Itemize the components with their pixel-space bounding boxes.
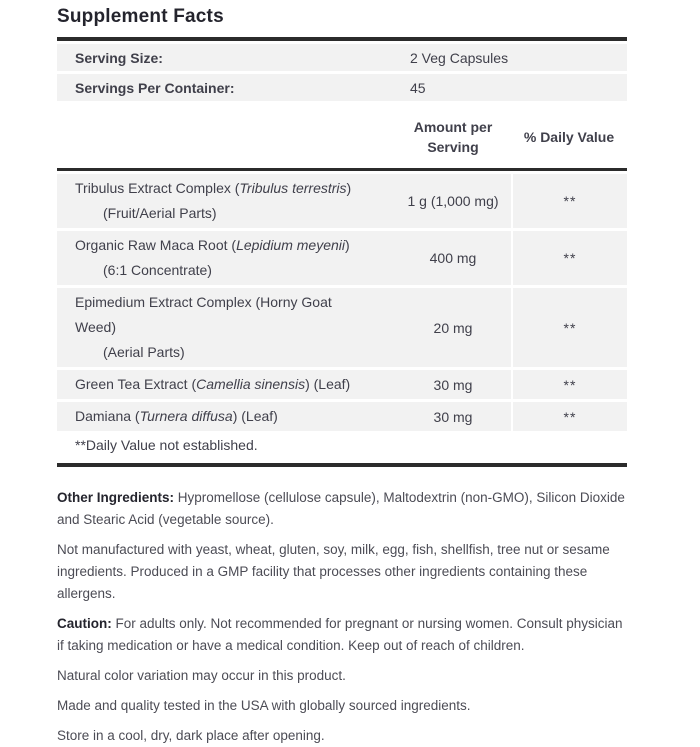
servings-per-container-value: 45 bbox=[410, 79, 426, 96]
amount-value: 30 mg bbox=[433, 376, 473, 393]
other-ingredients-label: Other Ingredients: bbox=[57, 490, 175, 505]
ingredient-name bbox=[57, 370, 395, 399]
table-row-tribulus bbox=[57, 174, 627, 228]
daily-value: ** bbox=[511, 402, 627, 431]
allergen-statement-paragraph: Not manufactured with yeast, wheat, gluten, soy, milk, egg, fish, shellfish, tree nut or sesame ingredients. Produced in a GMP facility that processes other ingredients containing these allergens. bbox=[57, 542, 610, 601]
ingredient-line: Organic Raw Maca Root (Lepidium meyenii) bbox=[75, 237, 350, 253]
bottom-divider bbox=[57, 463, 627, 467]
ingredient-line: Tribulus Extract Complex (Tribulus terrestris) bbox=[75, 180, 352, 196]
notes-section bbox=[57, 487, 629, 747]
ingredient-subline: (Fruit/Aerial Parts) bbox=[103, 205, 217, 221]
ingredient-name bbox=[57, 288, 395, 367]
color-variation-paragraph: Natural color variation may occur in this product. bbox=[57, 668, 346, 683]
serving-size-label: Serving Size: bbox=[75, 49, 163, 66]
column-header-daily-value: % Daily Value bbox=[523, 129, 615, 145]
table-row-damiana bbox=[57, 402, 627, 431]
ingredient-subline: (6:1 Concentrate) bbox=[103, 262, 212, 278]
ingredient-name bbox=[57, 174, 395, 228]
table-row-epimedium bbox=[57, 288, 627, 367]
caution-paragraph: Caution: For adults only. Not recommended for pregnant or nursing women. Consult physician if taking medication or have a medical condition. Keep out of reach of children. bbox=[57, 616, 623, 653]
amount-value: 20 mg bbox=[433, 319, 473, 336]
latin-name: Turnera diffusa bbox=[139, 408, 233, 424]
latin-name: Lepidium meyenii bbox=[236, 237, 346, 253]
column-header-spacer bbox=[57, 117, 395, 157]
supplement-facts-panel bbox=[57, 6, 627, 747]
latin-name: Tribulus terrestris bbox=[239, 180, 347, 196]
table-row-maca bbox=[57, 231, 627, 285]
table-row-green-tea bbox=[57, 370, 627, 399]
ingredient-name bbox=[57, 402, 395, 431]
daily-value-footnote: **Daily Value not established. bbox=[57, 431, 627, 463]
supplement-facts-table bbox=[57, 174, 627, 467]
table-column-header bbox=[57, 101, 627, 168]
ingredient-subline: (Aerial Parts) bbox=[103, 344, 185, 360]
ingredient-line: Epimedium Extract Complex (Horny Goat bbox=[75, 294, 332, 310]
daily-value: ** bbox=[511, 288, 627, 367]
amount-value: 1 g (1,000 mg) bbox=[407, 193, 499, 209]
ingredient-line: Weed) bbox=[75, 319, 116, 335]
supplement-facts-title: Supplement Facts bbox=[57, 6, 224, 27]
ingredient-line: Damiana (Turnera diffusa) (Leaf) bbox=[75, 408, 278, 424]
top-divider bbox=[57, 37, 627, 41]
ingredient-name bbox=[57, 231, 395, 285]
daily-value: ** bbox=[511, 174, 627, 228]
daily-value: ** bbox=[511, 370, 627, 399]
daily-value: ** bbox=[511, 231, 627, 285]
storage-paragraph: Store in a cool, dry, dark place after opening. bbox=[57, 728, 325, 743]
caution-label: Caution: bbox=[57, 616, 112, 631]
amount-value: 30 mg bbox=[433, 408, 473, 425]
ingredient-line: Green Tea Extract (Camellia sinensis) (Leaf) bbox=[75, 376, 351, 392]
header-divider bbox=[57, 168, 627, 171]
other-ingredients-paragraph: Other Ingredients: Hypromellose (cellulose capsule), Maltodextrin (non-GMO), Silicon Dioxide and Stearic Acid (vegetable source). bbox=[57, 490, 625, 527]
column-header-amount bbox=[395, 117, 511, 157]
amount-header-line2: Serving bbox=[427, 139, 479, 155]
serving-size-value: 2 Veg Capsules bbox=[410, 49, 509, 66]
made-in-paragraph: Made and quality tested in the USA with globally sourced ingredients. bbox=[57, 698, 471, 713]
latin-name: Camellia sinensis bbox=[196, 376, 306, 392]
serving-size-row bbox=[57, 44, 627, 71]
amount-header-line1: Amount per bbox=[413, 119, 493, 135]
servings-per-container-label: Servings Per Container: bbox=[75, 79, 235, 96]
servings-per-container-row bbox=[57, 74, 627, 101]
amount-value: 400 mg bbox=[429, 250, 477, 266]
